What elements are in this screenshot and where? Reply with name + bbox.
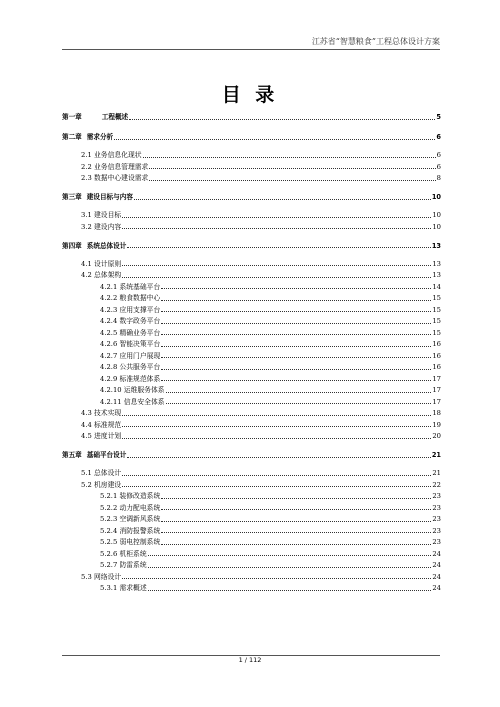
toc-entry-label: 5.2.4 消防报警系统 (100, 526, 161, 535)
toc-entry-title (62, 241, 126, 251)
toc-entry-title (81, 431, 121, 441)
toc-page-number: 15 (432, 328, 441, 337)
toc-page-number: 24 (432, 549, 441, 558)
toc-entry-label: 4.2.8 公共服务平台 (100, 363, 161, 371)
toc-page-number: 23 (432, 515, 441, 523)
toc-entry-title (100, 351, 160, 361)
dot-leader (122, 425, 431, 427)
toc-entry-label: 系统总体设计 (86, 241, 127, 250)
dot-leader (161, 310, 431, 312)
toc-entry-label: 5.2.3 空调新风系统 (100, 515, 161, 523)
dot-leader (161, 322, 431, 324)
toc-entry-label: 工程概述 (101, 113, 129, 121)
toc-entry-title (100, 537, 160, 547)
toc-entry-title (81, 572, 121, 582)
toc-entry[interactable] (100, 316, 441, 326)
toc-page-number: 15 (432, 294, 441, 302)
toc-entry-label: 5.2.7 防雷系统 (100, 561, 147, 569)
toc-entry[interactable] (81, 572, 441, 582)
toc-entry-title (100, 385, 165, 395)
toc-entry[interactable] (100, 339, 441, 349)
dot-leader (148, 589, 432, 591)
dot-leader (122, 437, 431, 439)
toc-entry[interactable] (81, 173, 441, 183)
toc-entry-label: 4.4 标准规范 (81, 420, 122, 429)
dot-leader (122, 276, 431, 278)
toc-entry-label: 5.2.2 动力配电系统 (100, 503, 161, 512)
dot-leader (161, 531, 431, 533)
toc-entry[interactable] (100, 560, 441, 570)
toc-entry-label: 5.1 总体设计 (81, 469, 122, 477)
dot-leader (161, 356, 431, 358)
toc-entry-title (62, 112, 128, 122)
toc-entry-label: 4.3 技术实现 (81, 409, 122, 417)
dot-leader (149, 167, 435, 169)
running-header: 江苏省“智慧粮食”工程总体设计方案 (311, 37, 440, 46)
toc-entry-title (62, 450, 126, 460)
toc-page-number: 21 (432, 469, 441, 477)
dot-leader (122, 474, 431, 476)
toc-entry-label: 4.2.9 标准规范体系 (100, 374, 161, 383)
toc-entry-label: 5.3.1 需求概述 (100, 584, 147, 592)
toc-entry[interactable] (100, 305, 441, 315)
toc-page-number: 10 (432, 211, 441, 219)
toc-entry[interactable] (81, 408, 441, 418)
toc-entry[interactable] (100, 374, 441, 384)
toc-entry-title (100, 526, 160, 536)
dot-leader (161, 497, 431, 499)
toc-entry[interactable] (81, 420, 441, 430)
dot-leader (134, 198, 431, 200)
dot-leader (148, 554, 432, 556)
toc-entry-label: 5.2 机房建设 (81, 480, 122, 489)
toc-entry[interactable] (100, 503, 441, 513)
toc-entry-title (81, 259, 121, 269)
toc-page-number: 16 (432, 351, 441, 360)
toc-entry-title (100, 503, 160, 513)
toc-page-number: 14 (432, 282, 441, 291)
toc-entry-title (100, 282, 160, 292)
toc-entry[interactable] (100, 514, 441, 524)
dot-leader (161, 379, 431, 381)
toc-entry-title (100, 397, 165, 407)
dot-leader (161, 520, 431, 522)
toc-page-number: 13 (431, 241, 441, 250)
toc-page-number: 17 (432, 386, 441, 394)
toc-page-number: 20 (432, 432, 441, 440)
toc-entry-label: 4.2 总体架构 (81, 271, 122, 279)
toc-entry[interactable] (81, 270, 441, 280)
toc-chapter-number: 第一章 (62, 113, 82, 121)
toc-page-number: 16 (432, 363, 441, 371)
toc-entry-label: 5.3 网络设计 (81, 572, 122, 581)
dot-leader (122, 264, 431, 266)
toc-entry-label: 4.1 设计原则 (81, 259, 122, 268)
dot-leader (161, 345, 431, 347)
toc-entry[interactable] (100, 526, 441, 536)
toc-entry-title (81, 270, 121, 280)
toc-entry-title (81, 480, 121, 490)
toc-entry[interactable] (100, 351, 441, 361)
toc-entry-label: 4.2.6 智能决策平台 (100, 340, 161, 348)
toc-page-number: 15 (432, 317, 441, 325)
toc-entry-title (100, 583, 147, 593)
toc-entry[interactable] (100, 385, 441, 395)
dot-leader (122, 227, 431, 229)
toc-entry-label: 建设目标与内容 (86, 193, 133, 201)
toc-page-number: 10 (432, 222, 441, 231)
toc-entry-label: 5.2.6 机柜系统 (100, 549, 147, 558)
dot-leader (166, 391, 432, 393)
toc-entry[interactable] (81, 222, 441, 232)
toc-page-number: 15 (432, 305, 441, 314)
dot-leader (122, 216, 431, 218)
toc-page-number: 23 (432, 526, 441, 535)
dot-leader (161, 333, 431, 335)
toc-entry-label: 4.2.10 运维服务体系 (100, 386, 165, 394)
toc-page-number: 13 (432, 259, 441, 268)
toc-entry-title (81, 408, 121, 418)
toc-entry-label: 4.2.11 信息安全体系 (100, 397, 165, 406)
toc-entry-title (100, 339, 160, 349)
toc-page-number: 16 (432, 340, 441, 348)
toc-chapter-number: 第二章 (62, 133, 82, 141)
dot-leader (143, 156, 436, 158)
toc-entry[interactable] (100, 397, 441, 407)
toc-page-number: 17 (432, 374, 441, 383)
toc-entry-title (100, 560, 147, 570)
toc-page-number: 13 (432, 271, 441, 279)
page-title: 目 录 (221, 84, 279, 106)
toc-entry-label: 2.3 数据中心建设需求 (81, 174, 149, 182)
header-divider (62, 49, 440, 50)
toc-entry-label: 4.2.7 应用门户展现 (100, 351, 161, 360)
toc-entry-label: 5.2.1 装修改造系统 (100, 492, 161, 500)
toc-entry-label: 3.2 建设内容 (81, 222, 122, 231)
toc-chapter-number: 第三章 (62, 193, 82, 201)
toc-entry-title (81, 173, 148, 183)
toc-page-number: 6 (436, 151, 441, 159)
toc-page-number: 19 (432, 420, 441, 429)
toc-entry-title (62, 132, 113, 142)
toc-entry-label: 4.5 进度计划 (81, 432, 122, 440)
toc-entry-title (100, 316, 160, 326)
dot-leader (166, 402, 432, 404)
toc-chapter-entry[interactable] (62, 132, 441, 142)
dot-leader (127, 246, 430, 248)
toc-page-number: 8 (436, 174, 441, 182)
toc-page-number: 22 (432, 480, 441, 489)
toc-chapter-number: 第四章 (62, 241, 82, 250)
dot-leader (127, 456, 430, 458)
dot-leader (161, 543, 431, 545)
toc-entry[interactable] (100, 328, 441, 338)
dot-leader (122, 577, 431, 579)
toc-entry-label: 3.1 建设目标 (81, 211, 122, 219)
toc-entry-title (100, 328, 160, 338)
toc-entry[interactable] (100, 583, 441, 593)
toc-chapter-entry[interactable] (62, 450, 441, 460)
dot-leader (148, 566, 432, 568)
toc-entry-label: 4.2.4 数字政务平台 (100, 317, 161, 325)
toc-entry-title (100, 491, 160, 501)
toc-page-number: 21 (431, 451, 441, 459)
toc-entry-label: 需求分析 (86, 133, 114, 141)
toc-entry-title (100, 305, 160, 315)
toc-page-number: 24 (432, 584, 441, 592)
toc-entry-label: 4.2.3 应用支撑平台 (100, 305, 161, 314)
toc-entry-title (81, 162, 148, 172)
toc-entry-title (100, 549, 147, 559)
toc-entry-label: 4.2.5 精确业务平台 (100, 328, 161, 337)
toc-page-number: 24 (432, 561, 441, 569)
toc-entry-title (81, 150, 142, 160)
dot-leader (149, 179, 435, 181)
toc-entry[interactable] (81, 468, 441, 478)
toc-chapter-number: 第五章 (62, 451, 82, 459)
toc-entry-label: 4.2.2 粮食数据中心 (100, 294, 161, 302)
dot-leader (161, 508, 431, 510)
toc-entry[interactable] (81, 210, 441, 220)
toc-page-number: 23 (432, 503, 441, 512)
toc-entry-label: 基础平台设计 (86, 451, 127, 459)
toc-entry-title (62, 192, 133, 202)
toc-entry-title (81, 468, 121, 478)
toc-entry[interactable] (100, 282, 441, 292)
toc-chapter-entry[interactable] (62, 192, 441, 202)
dot-leader (122, 414, 431, 416)
dot-leader (129, 118, 435, 120)
toc-entry-title (100, 374, 160, 384)
dot-leader (161, 368, 431, 370)
dot-leader (161, 287, 431, 289)
toc-entry-title (81, 210, 121, 220)
toc-entry[interactable] (81, 259, 441, 269)
dot-leader (161, 299, 431, 301)
toc-entry[interactable] (81, 162, 441, 172)
dot-leader (122, 485, 431, 487)
toc-page-number: 5 (436, 113, 441, 121)
dot-leader (114, 138, 435, 140)
toc-entry[interactable] (100, 537, 441, 547)
toc-entry-title (81, 222, 121, 232)
toc-entry-title (81, 420, 121, 430)
toc-entry[interactable] (100, 549, 441, 559)
toc-entry[interactable] (100, 293, 441, 303)
toc-entry-label: 2.1 业务信息化现状 (81, 151, 142, 159)
toc-page-number: 6 (436, 133, 441, 141)
toc-page-number: 6 (436, 162, 441, 171)
toc-entry-label: 4.2.1 系统基础平台 (100, 282, 161, 291)
toc-entry[interactable] (81, 150, 441, 160)
toc-page-number: 23 (432, 538, 441, 546)
toc-page-number: 23 (432, 492, 441, 500)
toc-entry-label: 2.2 业务信息管理需求 (81, 162, 149, 171)
toc-page-number: 24 (432, 572, 441, 581)
toc-entry[interactable] (81, 480, 441, 490)
toc-chapter-entry[interactable] (62, 241, 441, 251)
toc-chapter-entry[interactable] (62, 112, 441, 122)
toc-entry-title (100, 293, 160, 303)
toc-page-number: 17 (432, 397, 441, 406)
toc-entry[interactable] (100, 362, 441, 372)
toc-entry[interactable] (100, 491, 441, 501)
toc-entry-label: 5.2.5 弱电控制系统 (100, 538, 161, 546)
toc-entry-title (100, 362, 160, 372)
toc-page-number: 10 (431, 193, 441, 201)
page-number: 1 / 112 (238, 656, 262, 664)
toc-entry-title (100, 514, 160, 524)
toc-page-number: 18 (432, 409, 441, 417)
toc-entry[interactable] (81, 431, 441, 441)
